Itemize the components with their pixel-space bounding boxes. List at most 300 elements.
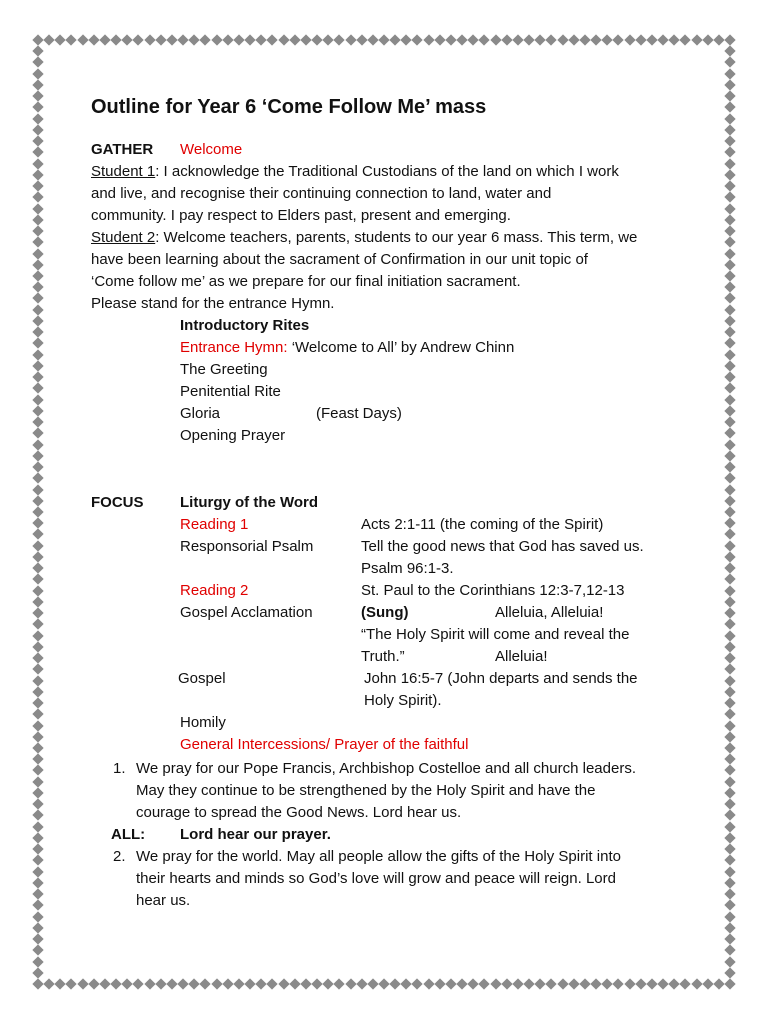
border-diamond — [535, 34, 546, 45]
border-diamond — [657, 34, 668, 45]
border-diamond — [724, 686, 735, 697]
border-diamond — [32, 709, 43, 720]
border-diamond — [691, 978, 702, 989]
border-diamond — [177, 978, 188, 989]
border-diamond — [724, 293, 735, 304]
border-diamond — [724, 933, 735, 944]
border-diamond — [590, 34, 601, 45]
border-diamond — [445, 34, 456, 45]
border-diamond — [32, 843, 43, 854]
border-diamond — [200, 34, 211, 45]
acclamation-text-2: Truth.” — [361, 648, 405, 665]
border-diamond — [657, 978, 668, 989]
border-diamond — [724, 282, 735, 293]
border-diamond — [267, 978, 278, 989]
border-diamond — [189, 34, 200, 45]
border-diamond — [43, 34, 54, 45]
border-diamond — [32, 282, 43, 293]
border-diamond — [32, 518, 43, 529]
border-diamond — [32, 765, 43, 776]
border-diamond — [66, 34, 77, 45]
border-diamond — [32, 79, 43, 90]
border-diamond — [32, 754, 43, 765]
student1-line-3: community. I pay respect to Elders past, present and emerging. — [91, 207, 511, 224]
student2-text: : Welcome teachers, parents, students to our year 6 mass. This term, we — [155, 229, 638, 246]
border-diamond — [724, 68, 735, 79]
border-diamond — [32, 180, 43, 191]
border-diamond — [468, 34, 479, 45]
border-diamond — [32, 349, 43, 360]
border-diamond — [244, 34, 255, 45]
border-diamond — [724, 810, 735, 821]
border-diamond — [724, 180, 735, 191]
border-diamond — [99, 978, 110, 989]
border-diamond — [669, 34, 680, 45]
border-diamond — [724, 900, 735, 911]
prayer2-number: 2. — [113, 848, 126, 865]
border-diamond — [345, 34, 356, 45]
border-diamond — [367, 978, 378, 989]
border-diamond — [32, 46, 43, 57]
border-diamond — [32, 169, 43, 180]
student1-label: Student 1 — [91, 163, 156, 180]
border-diamond — [32, 619, 43, 630]
border-diamond — [211, 34, 222, 45]
border-diamond — [233, 978, 244, 989]
border-diamond — [724, 327, 735, 338]
border-diamond — [32, 293, 43, 304]
border-diamond — [635, 34, 646, 45]
border-diamond — [724, 113, 735, 124]
border-diamond — [144, 978, 155, 989]
border-diamond — [724, 203, 735, 214]
border-diamond — [88, 978, 99, 989]
psalm-value-2: Psalm 96:1-3. — [361, 560, 454, 577]
prayer1-line-1: We pray for our Pope Francis, Archbishop Costelloe and all church leaders. — [136, 760, 636, 777]
border-diamond — [32, 315, 43, 326]
border-diamond — [32, 731, 43, 742]
prayer2-line-2: their hearts and minds so God’s love will grow and peace will reign. Lord — [136, 870, 616, 887]
border-diamond — [613, 978, 624, 989]
border-diamond — [244, 978, 255, 989]
border-diamond — [680, 978, 691, 989]
border-diamond — [32, 57, 43, 68]
border-diamond — [32, 270, 43, 281]
border-diamond — [724, 742, 735, 753]
border-diamond — [479, 34, 490, 45]
border-diamond — [166, 978, 177, 989]
border-diamond — [389, 34, 400, 45]
border-diamond — [32, 607, 43, 618]
border-diamond — [32, 933, 43, 944]
border-diamond — [32, 742, 43, 753]
border-diamond — [32, 697, 43, 708]
border-diamond — [579, 978, 590, 989]
border-diamond — [32, 574, 43, 585]
border-diamond — [32, 776, 43, 787]
border-diamond — [423, 34, 434, 45]
intercessions-heading: General Intercessions/ Prayer of the faithful — [180, 736, 469, 753]
border-diamond — [32, 956, 43, 967]
border-diamond — [32, 360, 43, 371]
border-diamond — [166, 34, 177, 45]
border-diamond — [724, 945, 735, 956]
border-diamond — [724, 709, 735, 720]
border-diamond — [724, 405, 735, 416]
border-diamond — [32, 506, 43, 517]
border-diamond — [724, 652, 735, 663]
border-diamond — [32, 967, 43, 978]
border-diamond — [323, 34, 334, 45]
border-diamond — [334, 34, 345, 45]
border-diamond — [412, 34, 423, 45]
border-diamond — [300, 978, 311, 989]
gloria-item: Gloria — [180, 405, 221, 422]
border-diamond — [345, 978, 356, 989]
border-diamond — [546, 34, 557, 45]
border-diamond — [724, 607, 735, 618]
border-diamond — [724, 866, 735, 877]
border-diamond — [724, 888, 735, 899]
border-diamond — [724, 394, 735, 405]
border-diamond — [32, 484, 43, 495]
border-diamond — [412, 978, 423, 989]
sung-note: (Sung) — [361, 604, 409, 621]
border-diamond — [479, 978, 490, 989]
border-diamond — [32, 327, 43, 338]
border-diamond — [724, 832, 735, 843]
border-diamond — [724, 383, 735, 394]
border-diamond — [32, 720, 43, 731]
border-diamond — [724, 439, 735, 450]
border-diamond — [32, 641, 43, 652]
student1-line-2: and live, and recognise their continuing connection to land, water and — [91, 185, 552, 202]
border-diamond — [724, 416, 735, 427]
border-diamond — [724, 956, 735, 967]
border-diamond — [724, 641, 735, 652]
gloria-note: (Feast Days) — [316, 405, 402, 422]
border-diamond — [602, 978, 613, 989]
border-diamond — [724, 57, 735, 68]
border-diamond — [646, 34, 657, 45]
border-diamond — [32, 158, 43, 169]
border-diamond — [311, 34, 322, 45]
border-diamond — [646, 978, 657, 989]
border-diamond — [724, 360, 735, 371]
border-diamond — [724, 461, 735, 472]
border-diamond — [32, 596, 43, 607]
border-diamond — [32, 371, 43, 382]
border-diamond — [724, 46, 735, 57]
border-diamond — [724, 776, 735, 787]
border-diamond — [724, 371, 735, 382]
border-diamond — [724, 192, 735, 203]
border-diamond — [724, 506, 735, 517]
border-diamond — [110, 978, 121, 989]
border-diamond — [724, 484, 735, 495]
welcome-heading: Welcome — [180, 141, 243, 158]
border-diamond — [256, 978, 267, 989]
border-diamond — [32, 911, 43, 922]
liturgy-heading: Liturgy of the Word — [180, 494, 319, 511]
homily-item: Homily — [180, 714, 226, 731]
border-diamond — [144, 34, 155, 45]
border-diamond — [724, 754, 735, 765]
focus-label: FOCUS — [91, 494, 144, 511]
border-diamond — [378, 978, 389, 989]
border-diamond — [456, 978, 467, 989]
border-diamond — [702, 978, 713, 989]
alleluia-1: Alleluia, Alleluia! — [495, 604, 604, 621]
acclamation-text-1: “The Holy Spirit will come and reveal the — [361, 626, 630, 643]
border-diamond — [77, 34, 88, 45]
border-diamond — [724, 821, 735, 832]
border-diamond — [289, 978, 300, 989]
border-diamond — [32, 529, 43, 540]
border-diamond — [356, 34, 367, 45]
border-diamond — [32, 338, 43, 349]
student2-line-3: ‘Come follow me’ as we prepare for our final initiation sacrament. — [91, 273, 521, 290]
border-diamond — [557, 34, 568, 45]
gospel-value-1: John 16:5-7 (John departs and sends the — [364, 670, 638, 687]
border-diamond — [501, 978, 512, 989]
border-diamond — [32, 810, 43, 821]
border-diamond — [32, 416, 43, 427]
reading2-value: St. Paul to the Corinthians 12:3-7,12-13 — [361, 582, 625, 599]
border-diamond — [724, 102, 735, 113]
border-diamond — [32, 428, 43, 439]
border-diamond — [724, 248, 735, 259]
border-diamond — [32, 68, 43, 79]
border-diamond — [323, 978, 334, 989]
border-diamond — [200, 978, 211, 989]
border-diamond — [713, 978, 724, 989]
psalm-label: Responsorial Psalm — [180, 538, 314, 555]
gather-label: GATHER — [91, 141, 154, 158]
border-diamond — [32, 888, 43, 899]
border-diamond — [579, 34, 590, 45]
border-diamond — [724, 967, 735, 978]
border-diamond — [32, 102, 43, 113]
border-diamond — [32, 821, 43, 832]
border-diamond — [32, 540, 43, 551]
border-diamond — [724, 495, 735, 506]
border-diamond — [724, 630, 735, 641]
border-diamond — [77, 978, 88, 989]
border-diamond — [32, 832, 43, 843]
border-diamond — [32, 675, 43, 686]
border-diamond — [490, 978, 501, 989]
border-diamond — [724, 787, 735, 798]
border-diamond — [110, 34, 121, 45]
border-diamond — [401, 978, 412, 989]
border-diamond — [724, 304, 735, 315]
border-diamond — [724, 124, 735, 135]
border-diamond — [724, 259, 735, 270]
border-diamond — [155, 978, 166, 989]
border-diamond — [32, 192, 43, 203]
border-diamond — [32, 439, 43, 450]
border-diamond — [635, 978, 646, 989]
prayer1-line-3: courage to spread the Good News. Lord hear us. — [136, 804, 462, 821]
border-diamond — [267, 34, 278, 45]
border-diamond — [133, 978, 144, 989]
border-diamond — [724, 158, 735, 169]
border-diamond — [724, 619, 735, 630]
border-diamond — [724, 338, 735, 349]
border-diamond — [724, 922, 735, 933]
border-diamond — [546, 978, 557, 989]
border-diamond — [724, 135, 735, 146]
border-diamond — [32, 877, 43, 888]
all-label: ALL: — [111, 826, 146, 843]
prayer2-line-1: We pray for the world. May all people allow the gifts of the Holy Spirit into — [136, 848, 621, 865]
border-diamond — [724, 315, 735, 326]
border-diamond — [32, 652, 43, 663]
border-diamond — [334, 978, 345, 989]
border-diamond — [32, 383, 43, 394]
border-diamond — [724, 911, 735, 922]
border-diamond — [189, 978, 200, 989]
border-diamond — [155, 34, 166, 45]
border-diamond — [32, 799, 43, 810]
border-diamond — [289, 34, 300, 45]
border-diamond — [300, 34, 311, 45]
border-diamond — [32, 34, 43, 45]
border-diamond — [724, 270, 735, 281]
border-diamond — [32, 945, 43, 956]
border-diamond — [222, 34, 233, 45]
border-diamond — [724, 450, 735, 461]
student2-label: Student 2 — [91, 229, 156, 246]
border-diamond — [724, 349, 735, 360]
border-diamond — [43, 978, 54, 989]
border-diamond — [590, 978, 601, 989]
gospel-label: Gospel — [178, 670, 226, 687]
border-diamond — [55, 34, 66, 45]
entrance-hymn-value: ‘Welcome to All’ by Andrew Chinn — [287, 339, 515, 356]
introductory-rites-heading: Introductory Rites — [180, 317, 310, 334]
border-diamond — [434, 34, 445, 45]
border-diamond — [32, 147, 43, 158]
border-diamond — [211, 978, 222, 989]
border-diamond — [724, 574, 735, 585]
border-diamond — [535, 978, 546, 989]
border-diamond — [724, 79, 735, 90]
border-diamond — [256, 34, 267, 45]
border-diamond — [724, 799, 735, 810]
border-diamond — [222, 978, 233, 989]
student1-line-1 — [91, 161, 619, 183]
border-diamond — [724, 91, 735, 102]
border-diamond — [602, 34, 613, 45]
reading2-label: Reading 2 — [180, 582, 249, 599]
border-diamond — [724, 720, 735, 731]
border-diamond — [133, 34, 144, 45]
border-diamond — [512, 978, 523, 989]
border-diamond — [32, 461, 43, 472]
border-diamond — [32, 922, 43, 933]
border-diamond — [32, 450, 43, 461]
border-diamond — [32, 686, 43, 697]
border-diamond — [356, 978, 367, 989]
border-diamond — [32, 551, 43, 562]
prayer1-line-2: May they continue to be strengthened by the Holy Spirit and have the — [136, 782, 596, 799]
border-diamond — [32, 900, 43, 911]
penitential-item: Penitential Rite — [180, 383, 281, 400]
border-diamond — [724, 563, 735, 574]
border-diamond — [568, 978, 579, 989]
border-diamond — [724, 34, 735, 45]
border-diamond — [624, 34, 635, 45]
border-diamond — [378, 34, 389, 45]
border-diamond — [32, 304, 43, 315]
greeting-item: The Greeting — [180, 361, 268, 378]
border-diamond — [177, 34, 188, 45]
border-diamond — [32, 855, 43, 866]
gospel-value-2: Holy Spirit). — [364, 692, 442, 709]
border-diamond — [724, 518, 735, 529]
border-diamond — [434, 978, 445, 989]
border-diamond — [724, 214, 735, 225]
border-diamond — [724, 697, 735, 708]
opening-prayer-item: Opening Prayer — [180, 427, 286, 444]
border-diamond — [32, 248, 43, 259]
border-diamond — [724, 877, 735, 888]
all-response: Lord hear our prayer. — [180, 826, 331, 843]
border-diamond — [389, 978, 400, 989]
border-diamond — [724, 529, 735, 540]
border-diamond — [32, 203, 43, 214]
psalm-value-1: Tell the good news that God has saved us. — [361, 538, 644, 555]
border-diamond — [724, 675, 735, 686]
border-diamond — [724, 585, 735, 596]
border-diamond — [724, 596, 735, 607]
border-diamond — [32, 630, 43, 641]
border-diamond — [568, 34, 579, 45]
entrance-hymn-label: Entrance Hymn: — [180, 339, 288, 356]
border-diamond — [401, 34, 412, 45]
border-diamond — [32, 563, 43, 574]
border-diamond — [523, 978, 534, 989]
entrance-hymn-line — [180, 337, 514, 359]
border-diamond — [445, 978, 456, 989]
border-diamond — [122, 34, 133, 45]
border-diamond — [122, 978, 133, 989]
border-diamond — [724, 473, 735, 484]
border-diamond — [724, 843, 735, 854]
border-diamond — [724, 428, 735, 439]
border-diamond — [278, 34, 289, 45]
border-diamond — [724, 540, 735, 551]
border-diamond — [32, 91, 43, 102]
border-diamond — [32, 787, 43, 798]
border-diamond — [66, 978, 77, 989]
border-diamond — [233, 34, 244, 45]
border-diamond — [32, 225, 43, 236]
border-diamond — [724, 664, 735, 675]
border-diamond — [691, 34, 702, 45]
page-title: Outline for Year 6 ‘Come Follow Me’ mass — [91, 96, 487, 118]
border-diamond — [32, 473, 43, 484]
border-diamond — [669, 978, 680, 989]
border-diamond — [523, 34, 534, 45]
border-diamond — [32, 237, 43, 248]
border-diamond — [724, 551, 735, 562]
border-diamond — [32, 978, 43, 989]
border-diamond — [501, 34, 512, 45]
border-diamond — [613, 34, 624, 45]
